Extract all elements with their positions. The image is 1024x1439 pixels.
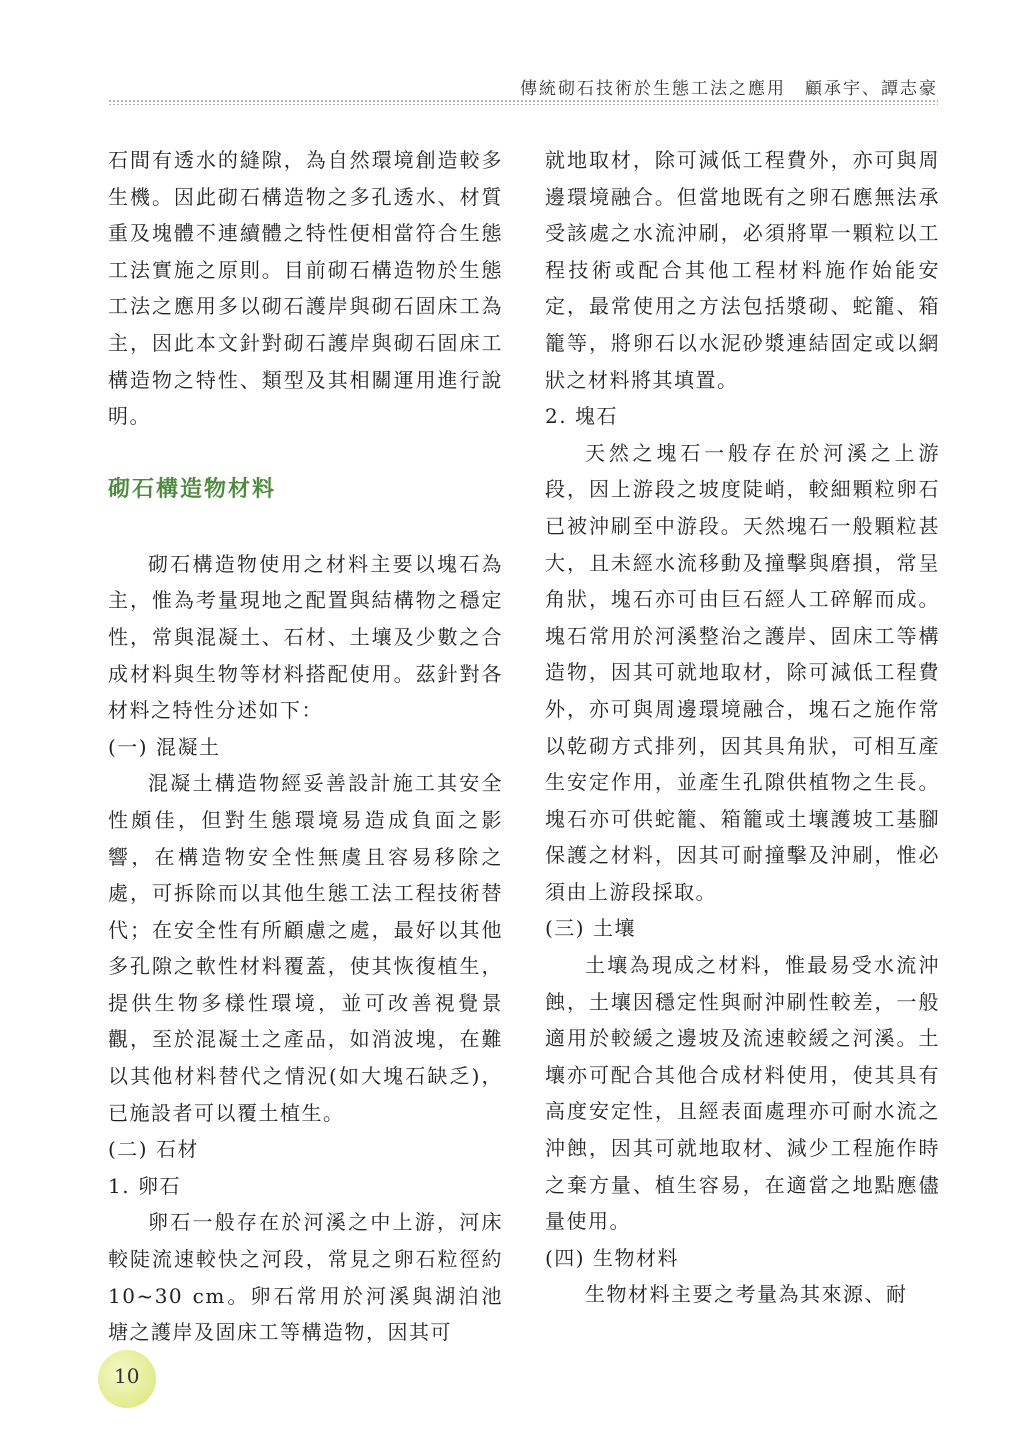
- page-number-badge: [98, 1350, 156, 1408]
- subheading-boulder: 2. 塊石: [545, 404, 618, 429]
- subheading-bio: (四) 生物材料: [545, 1245, 679, 1270]
- subheading-pebble: 1. 卵石: [108, 1173, 181, 1198]
- running-header: 傳統砌石技術於生態工法之應用 顧承宇、譚志豪: [520, 79, 938, 99]
- paragraph: 混凝土構造物經妥善設計施工其安全性頗佳，但對生態環境易造成負面之影響，在構造物安全性無虞且容易移除之處，可拆除而以其他生態工法工程技術替代；在安全性有所顧慮之處，最好以其他多孔隙之軟性材料覆蓋，使其恢復植生，提供生物多樣性環境，並可改善視覺景觀，至於混凝土之產品，如消波塊，在難以其他材料替代之情況(如大塊石缺乏)，已施設者可以覆土植生。: [108, 771, 503, 1125]
- subheading-soil: (三) 土壤: [545, 916, 636, 941]
- header-divider: [108, 99, 938, 105]
- paragraph: 砌石構造物使用之材料主要以塊石為主，惟為考量現地之配置與結構物之穩定性，常與混凝土、石材、土壤及少數之合成材料與生物等材料搭配使用。茲針對各材料之特性分述如下：: [108, 551, 503, 723]
- left-column: [108, 142, 503, 1351]
- page-number: 10: [114, 1364, 140, 1388]
- right-column: [545, 142, 940, 1313]
- subheading-stone: (二) 石材: [108, 1137, 199, 1162]
- subheading-concrete: (一) 混凝土: [108, 734, 221, 759]
- paragraph: 土壤為現成之材料，惟最易受水流沖蝕，土壤因穩定性與耐沖刷性較差，一般適用於較緩之邊坡及流速較緩之河溪。土壤亦可配合其他合成材料使用，使其具有高度安定性，且經表面處理亦可耐水流之沖蝕，因其可就地取材、減少工程施作時之棄方量、植生容易，在適當之地點應儘量使用。: [545, 953, 940, 1234]
- paragraph: 卵石一般存在於河溪之中上游，河床較陡流速較快之河段，常見之卵石粒徑約 10~30 cm。卵石常用於河溪與湖泊池塘之護岸及固床工等構造物，因其可: [108, 1210, 503, 1345]
- paragraph: 生物材料主要之考量為其來源、耐: [585, 1282, 908, 1307]
- paragraph: 石間有透水的縫隙，為自然環境創造較多生機。因此砌石構造物之多孔透水、材質重及塊體不連續體之特性便相當符合生態工法實施之原則。目前砌石構造物於生態工法之應用多以砌石護岸與砌石固床工為主，因此本文針對砌石護岸與砌石固床工構造物之特性、類型及其相關運用進行說明。: [108, 148, 503, 429]
- paragraph: 就地取材，除可減低工程費外，亦可與周邊環境融合。但當地既有之卵石應無法承受該處之水流沖刷，必須將單一顆粒以工程技術或配合其他工程材料施作始能安定，最常使用之方法包括漿砌、蛇籠、箱籠等，將卵石以水泥砂漿連結固定或以網狀之材料將其填置。: [545, 148, 940, 392]
- paragraph: 天然之塊石一般存在於河溪之上游段，因上游段之坡度陡峭，較細顆粒卵石已被沖刷至中游段。天然塊石一般顆粒甚大，且未經水流移動及撞擊與磨損，常呈角狀，塊石亦可由巨石經人工碎解而成。塊石常用於河溪整治之護岸、固床工等構造物，因其可就地取材，除可減低工程費外，亦可與周邊環境融合，塊石之施作常以乾砌方式排列，因其具角狀，可相互產生安定作用，並產生孔隙供植物之生長。塊石亦可供蛇籠、箱籠或土壤護坡工基腳保護之材料，因其可耐撞擊及沖刷，惟必須由上游段採取。: [545, 440, 940, 904]
- section-title: 砌石構造物材料: [108, 476, 277, 502]
